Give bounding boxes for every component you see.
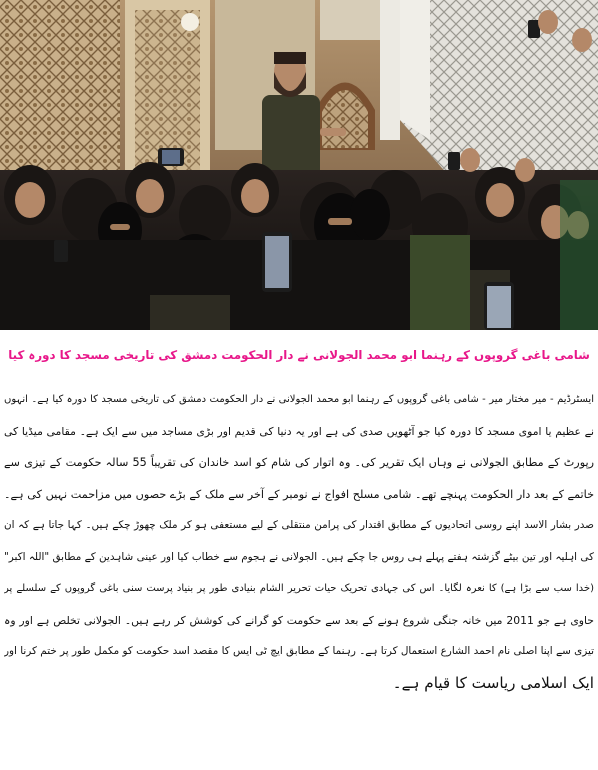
article-line: ایک اسلامی ریاست کا قیام ہے۔ [392, 673, 594, 692]
article-line: خاتمے کے بعد دار الحکومت پہنچے تھے۔ شامی مسلح افواج نے نومبر کے آخر سے ملک کے بڑے حصوں میں مزاحمت نہیں کی ہے۔ [4, 487, 594, 501]
article-line: ایسٹرڈیم - میر مختار میر - شامی باغی گروپوں کے رہنما ابو محمد الجولانی نے دار الحکومت دمشق کی تاریخی مسجد کا دورہ کیا ہے۔ انہوں [4, 394, 594, 405]
article-body [4, 384, 594, 699]
article-line: نے عظیم یا اموی مسجد کا دورہ کیا جو آٹھویں صدی کی ہے اور یہ دنیا کی قدیم اور بڑی مساجد میں سے ایک ہے۔ مقامی میڈیا کی [4, 424, 594, 438]
article-line: تیزی سے اپنا اصلی نام احمد الشارع استعمال کرتا ہے۔ رہنما کے مطابق ایچ ٹی ایس کا مقصد اسد حکومت کو مکمل طور پر ختم کرنا اور [4, 645, 594, 657]
article-line: حاوی ہے جو 2011 میں خانہ جنگی شروع ہونے کے بعد سے حکومت کو گرانے کی کوشش کر رہے ہیں۔ الجولانی تخلص ہے اور وہ [4, 613, 594, 627]
headline-text: شامی باغی گروپوں کے رہنما ابو محمد الجولانی نے دار الحکومت دمشق کی تاریخی مسجد کا دورہ کیا [8, 348, 590, 362]
article-line: (خدا سب سے بڑا ہے) کا نعرہ لگایا۔ اس کی جہادی تحریک حیات تحریر الشام بنیادی طور پر بنیاد پرست سنی باغی گروپوں کے سلسلے پر [4, 583, 594, 594]
article-line: رپورٹ کے مطابق الجولانی نے وہاں ایک تقریر کی۔ وہ اتوار کی شام کو اسد خاندان کی تقریباً 55 سالہ حکومت کے تیزی سے [4, 456, 594, 469]
news-photo [0, 0, 598, 330]
article-line: کی اہلیہ اور تین بیٹے گزشتہ ہفتے پہلے ہی روس جا چکے ہیں۔ الجولانی نے ہجوم سے خطاب کیا اور عینی شاہدین کے مطابق "اللہ اکبر" [4, 550, 594, 563]
article-line: صدر بشار الاسد اپنے روسی اتحادیوں کے مطابق اقتدار کی پرامن منتقلی کے لیے مستعفی ہو کر ملک چھوڑ چکے ہیں۔ کہا جاتا ہے کہ ان [4, 519, 594, 531]
headline [0, 331, 598, 379]
